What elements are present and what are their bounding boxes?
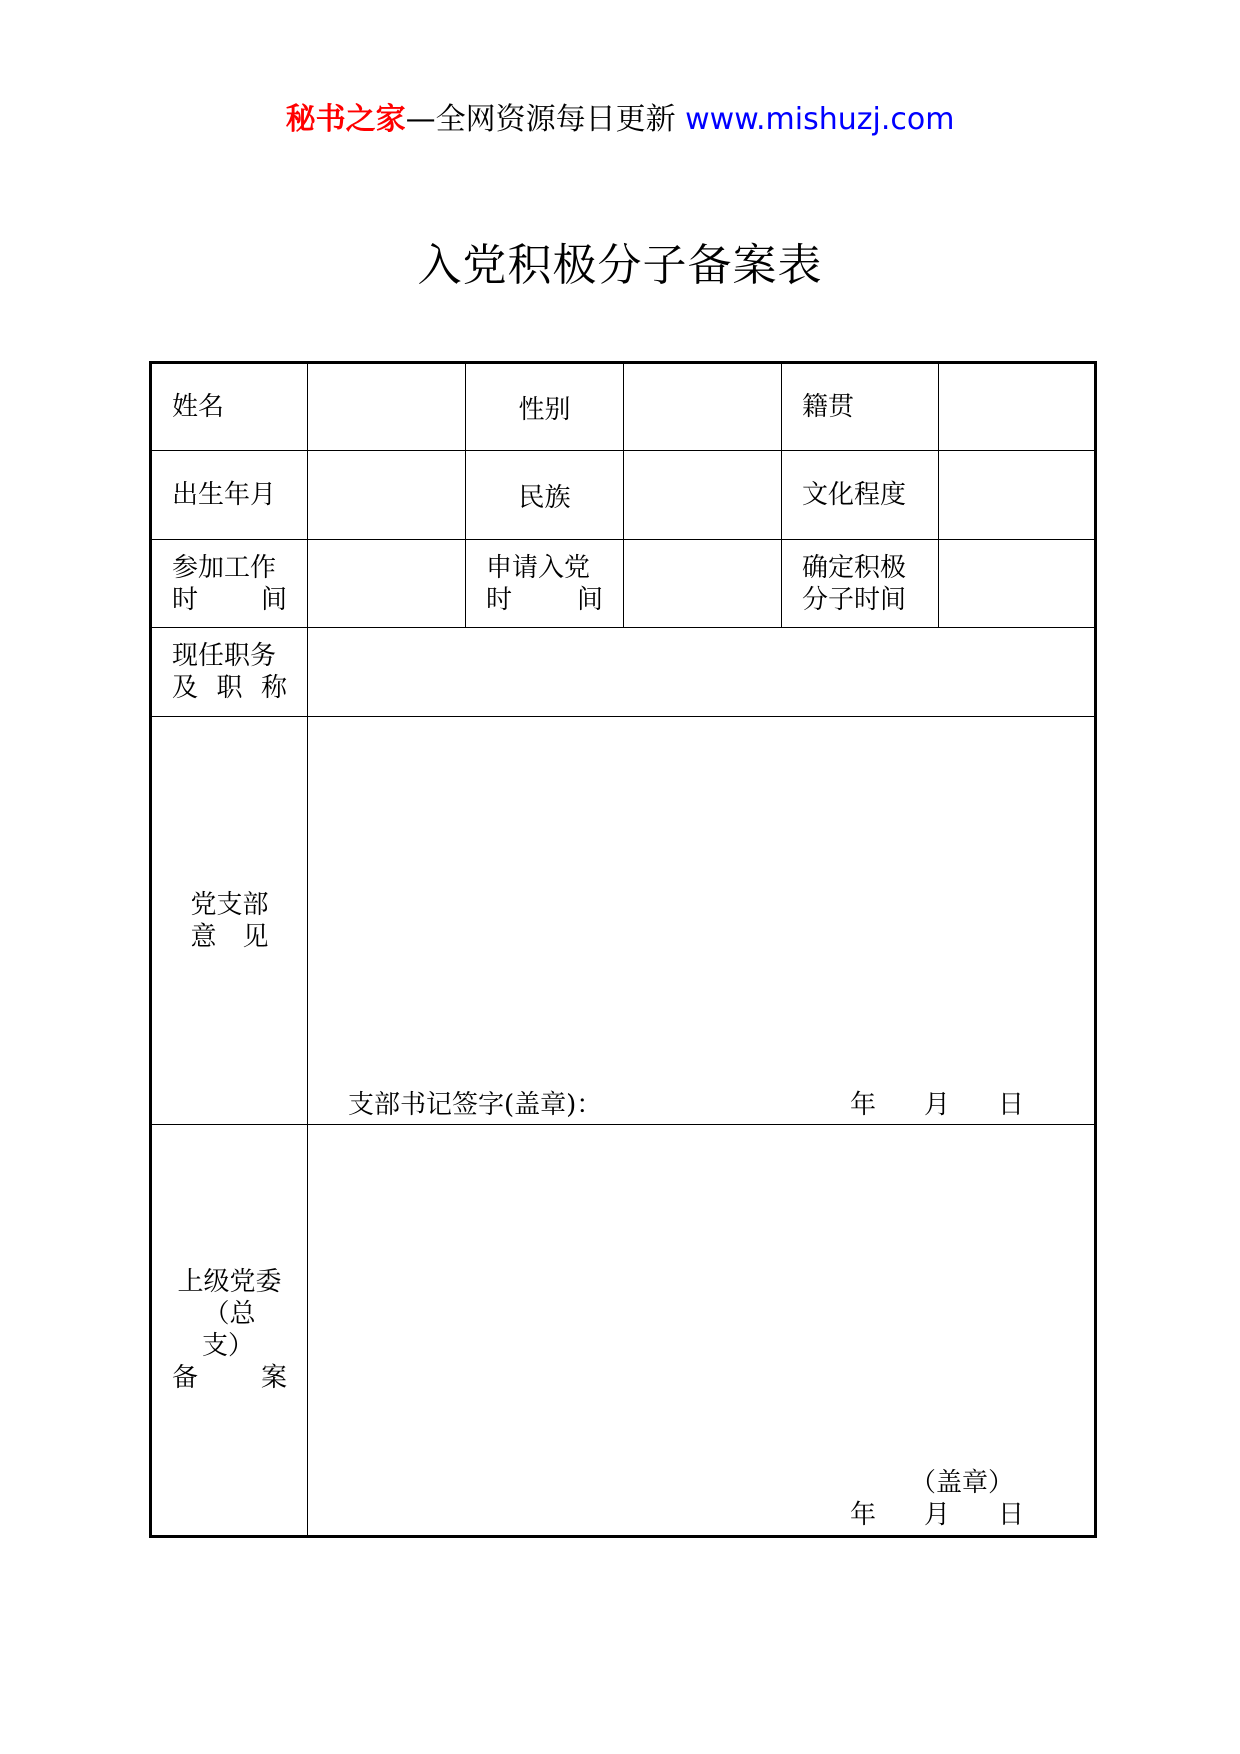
site-url-link[interactable]: www.mishuzj.com <box>685 102 955 137</box>
branch-opinion-label: 党支部 意 见 <box>151 717 308 1125</box>
native-place-field[interactable] <box>939 363 1096 451</box>
registration-form-table <box>149 361 1097 1538</box>
education-field[interactable] <box>939 451 1096 540</box>
application-date-field[interactable] <box>624 540 782 628</box>
gender-field[interactable] <box>624 363 782 451</box>
site-header <box>0 100 1240 140</box>
branch-signature-line <box>348 1088 1024 1122</box>
activist-date-field[interactable] <box>939 540 1096 628</box>
branch-opinion-field[interactable] <box>308 717 1096 1125</box>
work-start-field[interactable] <box>308 540 466 628</box>
name-field[interactable] <box>308 363 466 451</box>
native-place-label: 籍贯 <box>782 363 939 451</box>
branch-date: 年 月 日 <box>849 1090 1024 1120</box>
activist-date-label: 确定积极 分子时间 <box>782 540 939 628</box>
birth-date-label: 出生年月 <box>151 451 308 540</box>
position-title-field[interactable] <box>308 628 1096 717</box>
work-start-label: 参加工作 时 间 <box>151 540 308 628</box>
gender-label: 性别 <box>466 363 624 451</box>
name-label: 姓名 <box>151 363 308 451</box>
application-date-label: 申请入党 时 间 <box>466 540 624 628</box>
education-label: 文化程度 <box>782 451 939 540</box>
ethnicity-field[interactable] <box>624 451 782 540</box>
ethnicity-label: 民族 <box>466 451 624 540</box>
committee-stamp-area <box>850 1467 1024 1531</box>
committee-filing-field[interactable] <box>308 1125 1096 1537</box>
position-title-label: 现任职务 及 职 称 <box>151 628 308 717</box>
site-tagline: —全网资源每日更新 <box>405 102 686 137</box>
page-title: 入党积极分子备案表 <box>417 240 823 291</box>
stamp-label: （盖章） <box>909 1468 1014 1498</box>
birth-date-field[interactable] <box>308 451 466 540</box>
committee-date: 年 月 日 <box>849 1500 1024 1530</box>
secretary-signature-label: 支部书记签字(盖章)： <box>348 1090 603 1120</box>
committee-filing-label: 上级党委 （总 支） 备 案 <box>151 1125 308 1537</box>
site-brand: 秘书之家 <box>285 102 406 137</box>
